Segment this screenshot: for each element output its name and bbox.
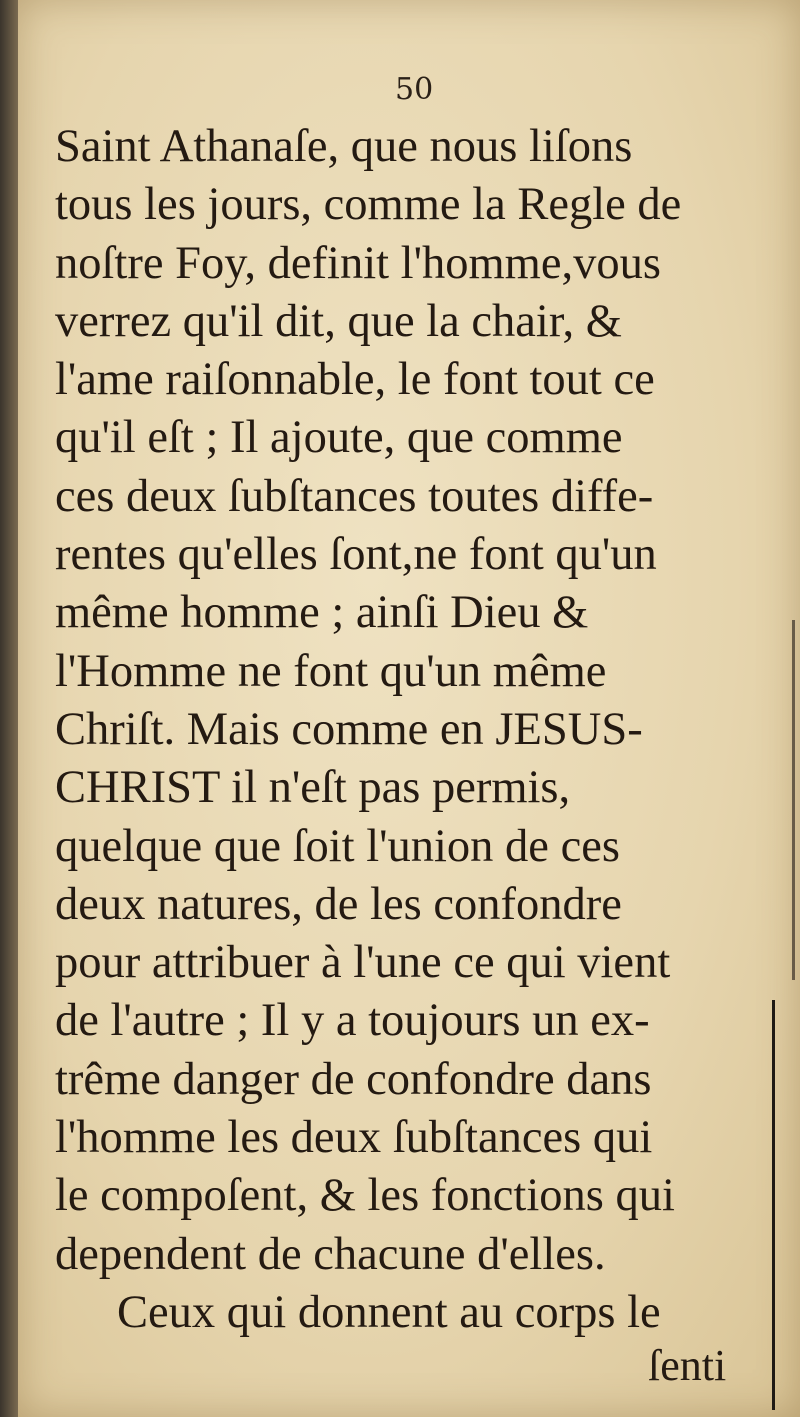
text-line: même homme ; ainſi Dieu & [55,587,589,639]
text-line: pour attribuer à l'une ce qui vient [55,937,671,989]
text-line: tous les jours, comme la Regle de [55,179,682,231]
text-line: l'homme les deux ſubſtances qui [55,1112,653,1164]
text-line: ces deux ſubſtances toutes diffe- [55,470,654,522]
book-gutter-edge [0,0,18,1417]
text-line: noſtre Foy, definit l'homme,vous [55,237,661,289]
text-line: le compoſent, & les fonctions qui [55,1170,675,1222]
text-line: trême danger de confondre dans [55,1053,652,1105]
page-text [55,118,775,1342]
text-line: verrez qu'il dit, que la chair, & [55,295,622,347]
text-line: qu'il eſt ; Il ajoute, que comme [55,412,623,464]
text-line-paragraph-start: Ceux qui donnent au corps le [117,1286,661,1338]
page-edge-shadow [792,620,795,980]
text-line: l'ame raiſonnable, le font tout ce [55,354,655,406]
text-line: rentes qu'elles ſont,ne font qu'un [55,529,657,581]
text-line: dependent de chacune d'elles. [55,1228,606,1280]
catchword: ſenti [648,1341,727,1390]
page-number: 50 [395,72,434,107]
text-line: deux natures, de les confondre [55,878,622,930]
text-line: Chriſt. Mais comme en JESUS- [55,703,643,755]
text-line: Saint Athanaſe, que nous liſons [55,121,633,172]
text-line: de l'autre ; Il y a toujours un ex- [55,995,650,1047]
text-line: CHRIST il n'eſt pas permis, [55,762,571,814]
text-line: l'Homme ne font qu'un même [55,645,607,697]
text-line: quelque que ſoit l'union de ces [55,820,620,872]
